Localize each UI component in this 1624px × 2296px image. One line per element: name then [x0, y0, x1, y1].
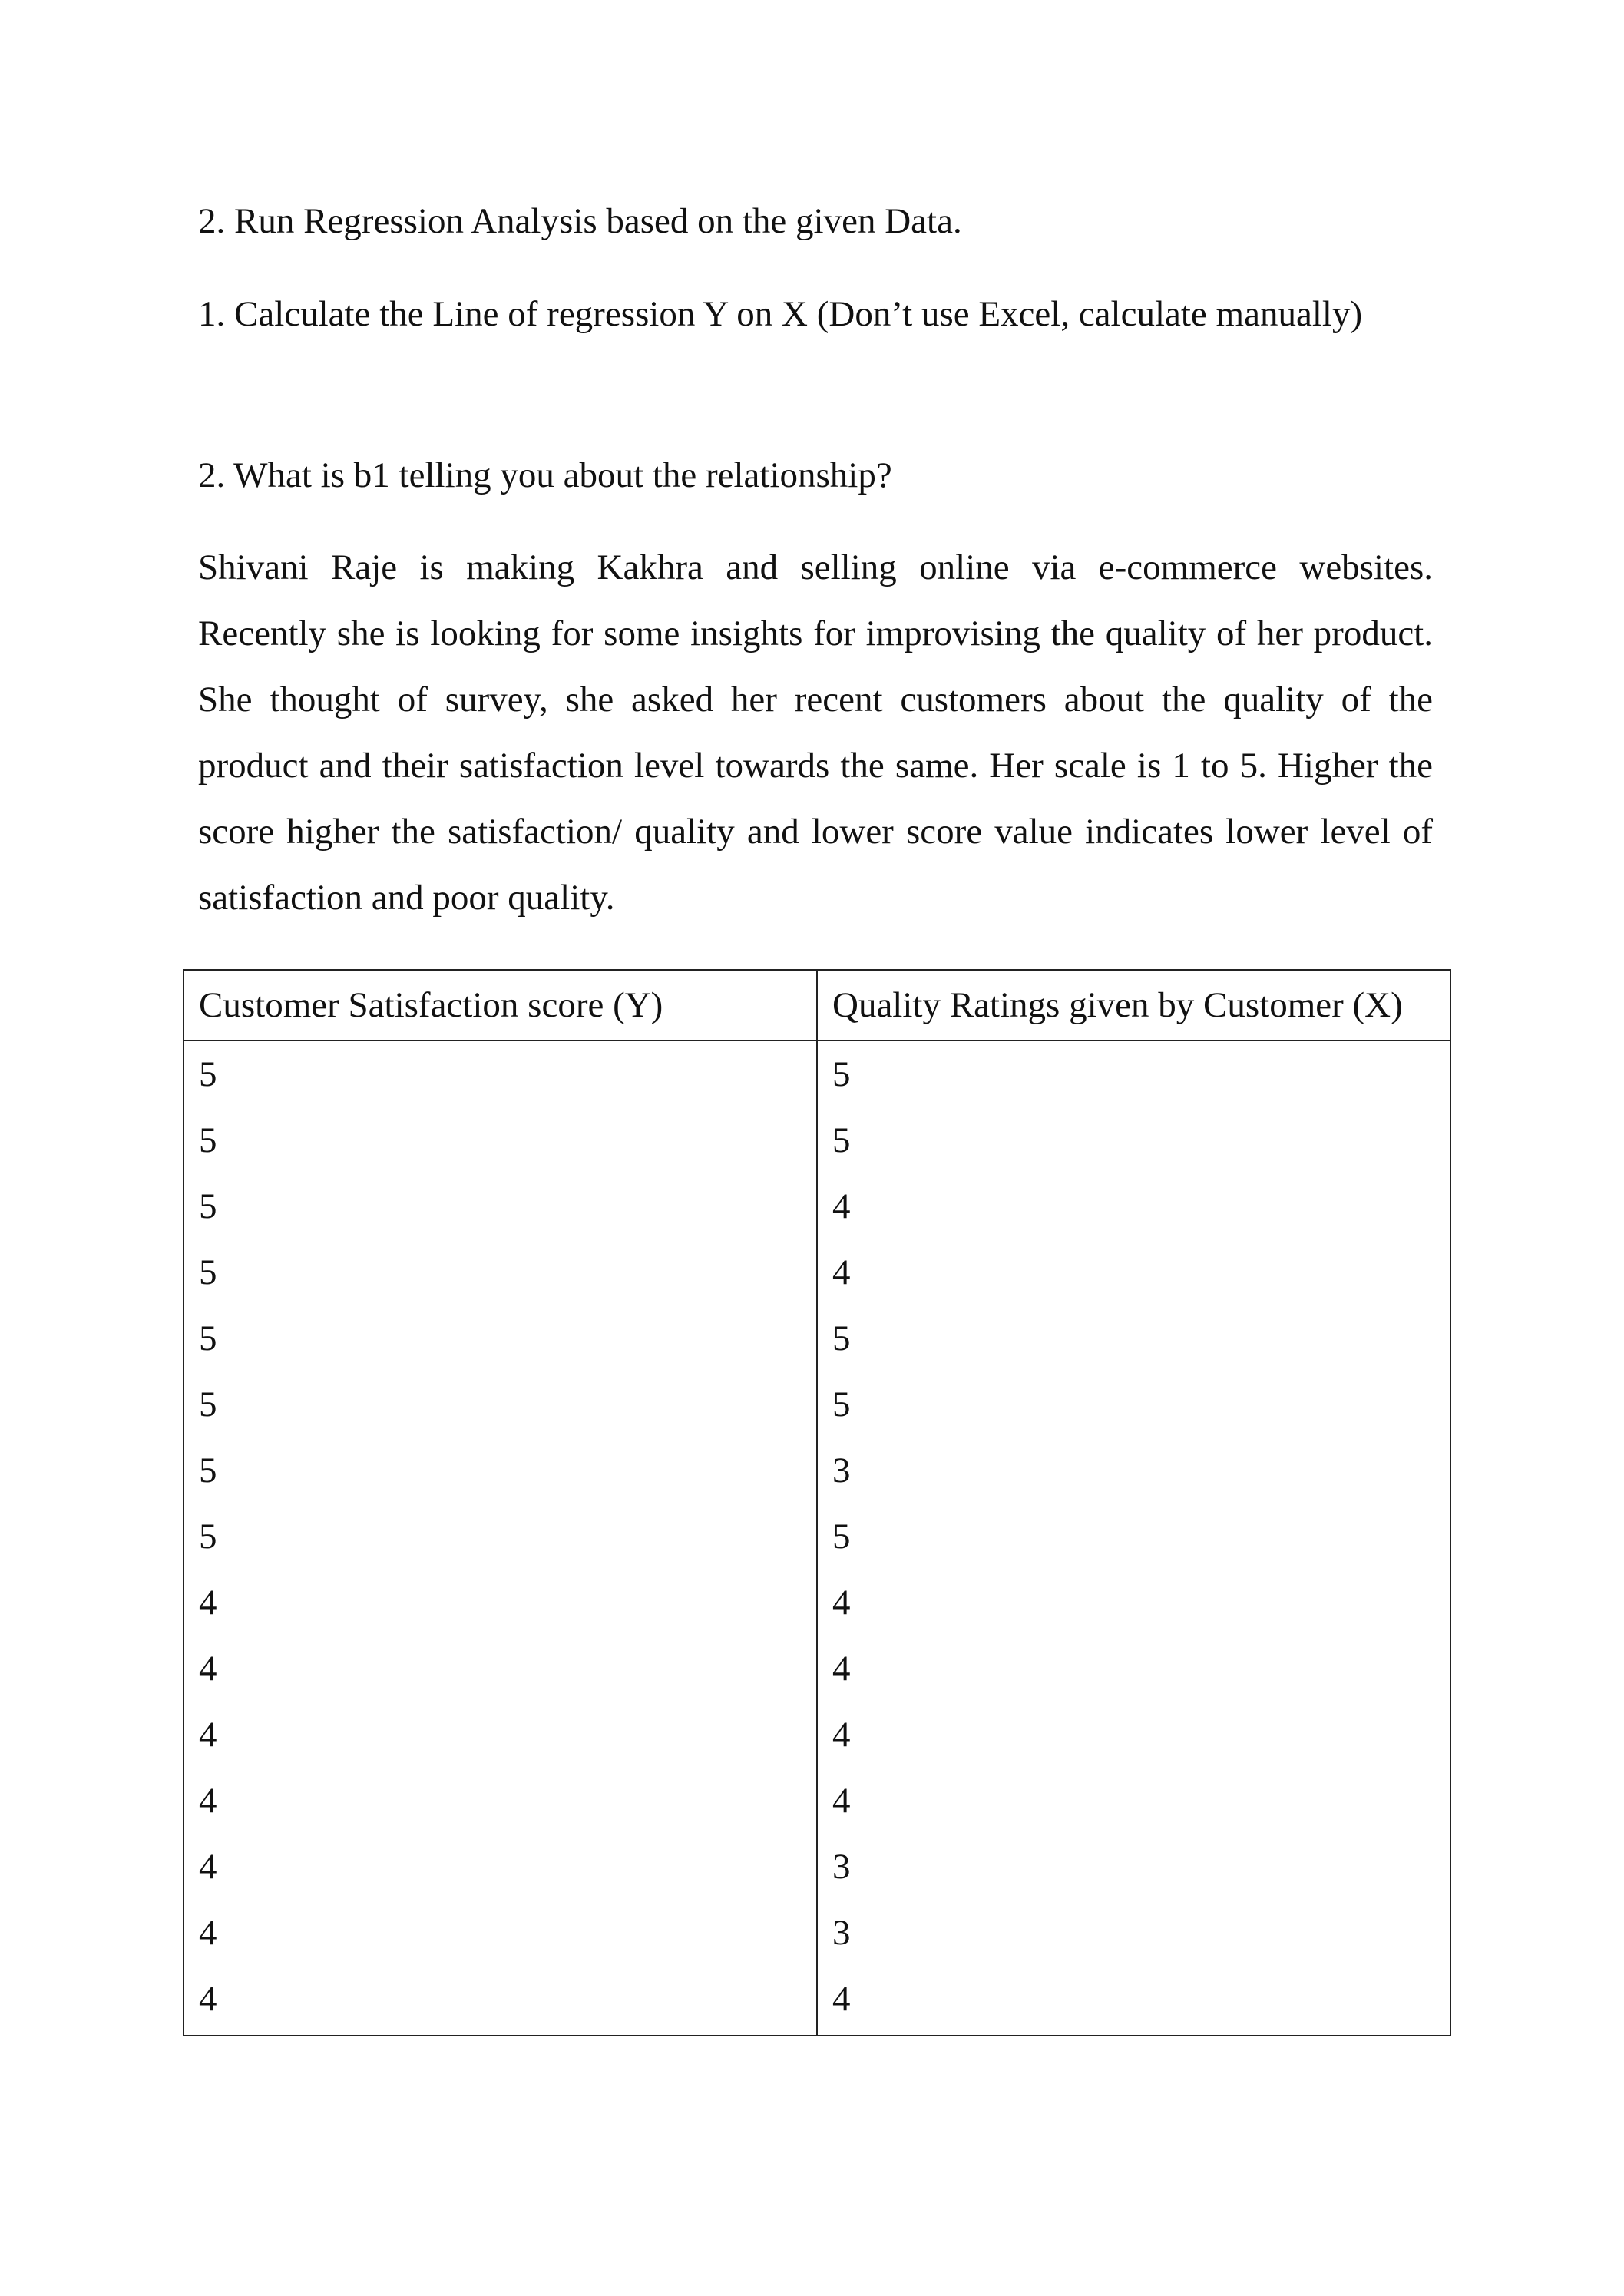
cell-y: 5	[184, 1437, 817, 1504]
cell-x: 5	[817, 1107, 1450, 1173]
table-row	[184, 1107, 1450, 1173]
cell-x: 5	[817, 1305, 1450, 1371]
cell-y: 4	[184, 1900, 817, 1966]
table-row	[184, 1900, 1450, 1966]
cell-y: 5	[184, 1040, 817, 1107]
table-row	[184, 1504, 1450, 1570]
cell-y: 4	[184, 1636, 817, 1702]
header-quality-rating: Quality Ratings given by Customer (X)	[817, 970, 1450, 1040]
cell-x: 3	[817, 1834, 1450, 1900]
table-row	[184, 1040, 1450, 1107]
table-row	[184, 1437, 1450, 1504]
cell-y: 4	[184, 1768, 817, 1834]
question-1: 1. Calculate the Line of regression Y on X (Don’t use Excel, calculate manually)	[198, 294, 1363, 334]
table-row	[184, 1570, 1450, 1636]
table-row	[184, 1305, 1450, 1371]
cell-x: 4	[817, 1239, 1450, 1305]
cell-y: 4	[184, 1834, 817, 1900]
cell-y: 4	[184, 1702, 817, 1768]
cell-x: 5	[817, 1040, 1450, 1107]
cell-y: 4	[184, 1570, 817, 1636]
cell-y: 5	[184, 1305, 817, 1371]
cell-y: 5	[184, 1173, 817, 1239]
table-row	[184, 1636, 1450, 1702]
cell-y: 5	[184, 1371, 817, 1437]
question-2: 2. What is b1 telling you about the relationship?	[198, 455, 892, 495]
cell-x: 4	[817, 1768, 1450, 1834]
case-paragraph: Shivani Raje is making Kakhra and selling online via e-commerce websites. Recently she is looking for some insights for improvising the quality of her product. She thought of survey, she asked her recent customers about the quality of the product and their satisfaction level towards the same. Her scale is 1 to 5. Higher the score higher the satisfaction/ quality and lower score value indicates lower level of satisfaction and poor quality.	[198, 548, 1433, 918]
cell-y: 4	[184, 1966, 817, 2036]
task-heading: 2. Run Regression Analysis based on the given Data.	[198, 201, 962, 241]
cell-x: 4	[817, 1966, 1450, 2036]
table-row	[184, 1966, 1450, 2036]
table-row	[184, 1834, 1450, 1900]
cell-y: 5	[184, 1504, 817, 1570]
cell-x: 5	[817, 1371, 1450, 1437]
cell-x: 4	[817, 1636, 1450, 1702]
cell-x: 5	[817, 1504, 1450, 1570]
cell-x: 4	[817, 1173, 1450, 1239]
table-header-row	[184, 970, 1450, 1040]
cell-x: 3	[817, 1437, 1450, 1504]
cell-y: 5	[184, 1107, 817, 1173]
data-table	[183, 969, 1451, 2036]
header-satisfaction-score: Customer Satisfaction score (Y)	[184, 970, 817, 1040]
cell-x: 4	[817, 1702, 1450, 1768]
table-row	[184, 1239, 1450, 1305]
table-row	[184, 1173, 1450, 1239]
cell-x: 3	[817, 1900, 1450, 1966]
table-row	[184, 1371, 1450, 1437]
cell-x: 4	[817, 1570, 1450, 1636]
cell-y: 5	[184, 1239, 817, 1305]
table-row	[184, 1702, 1450, 1768]
table-row	[184, 1768, 1450, 1834]
